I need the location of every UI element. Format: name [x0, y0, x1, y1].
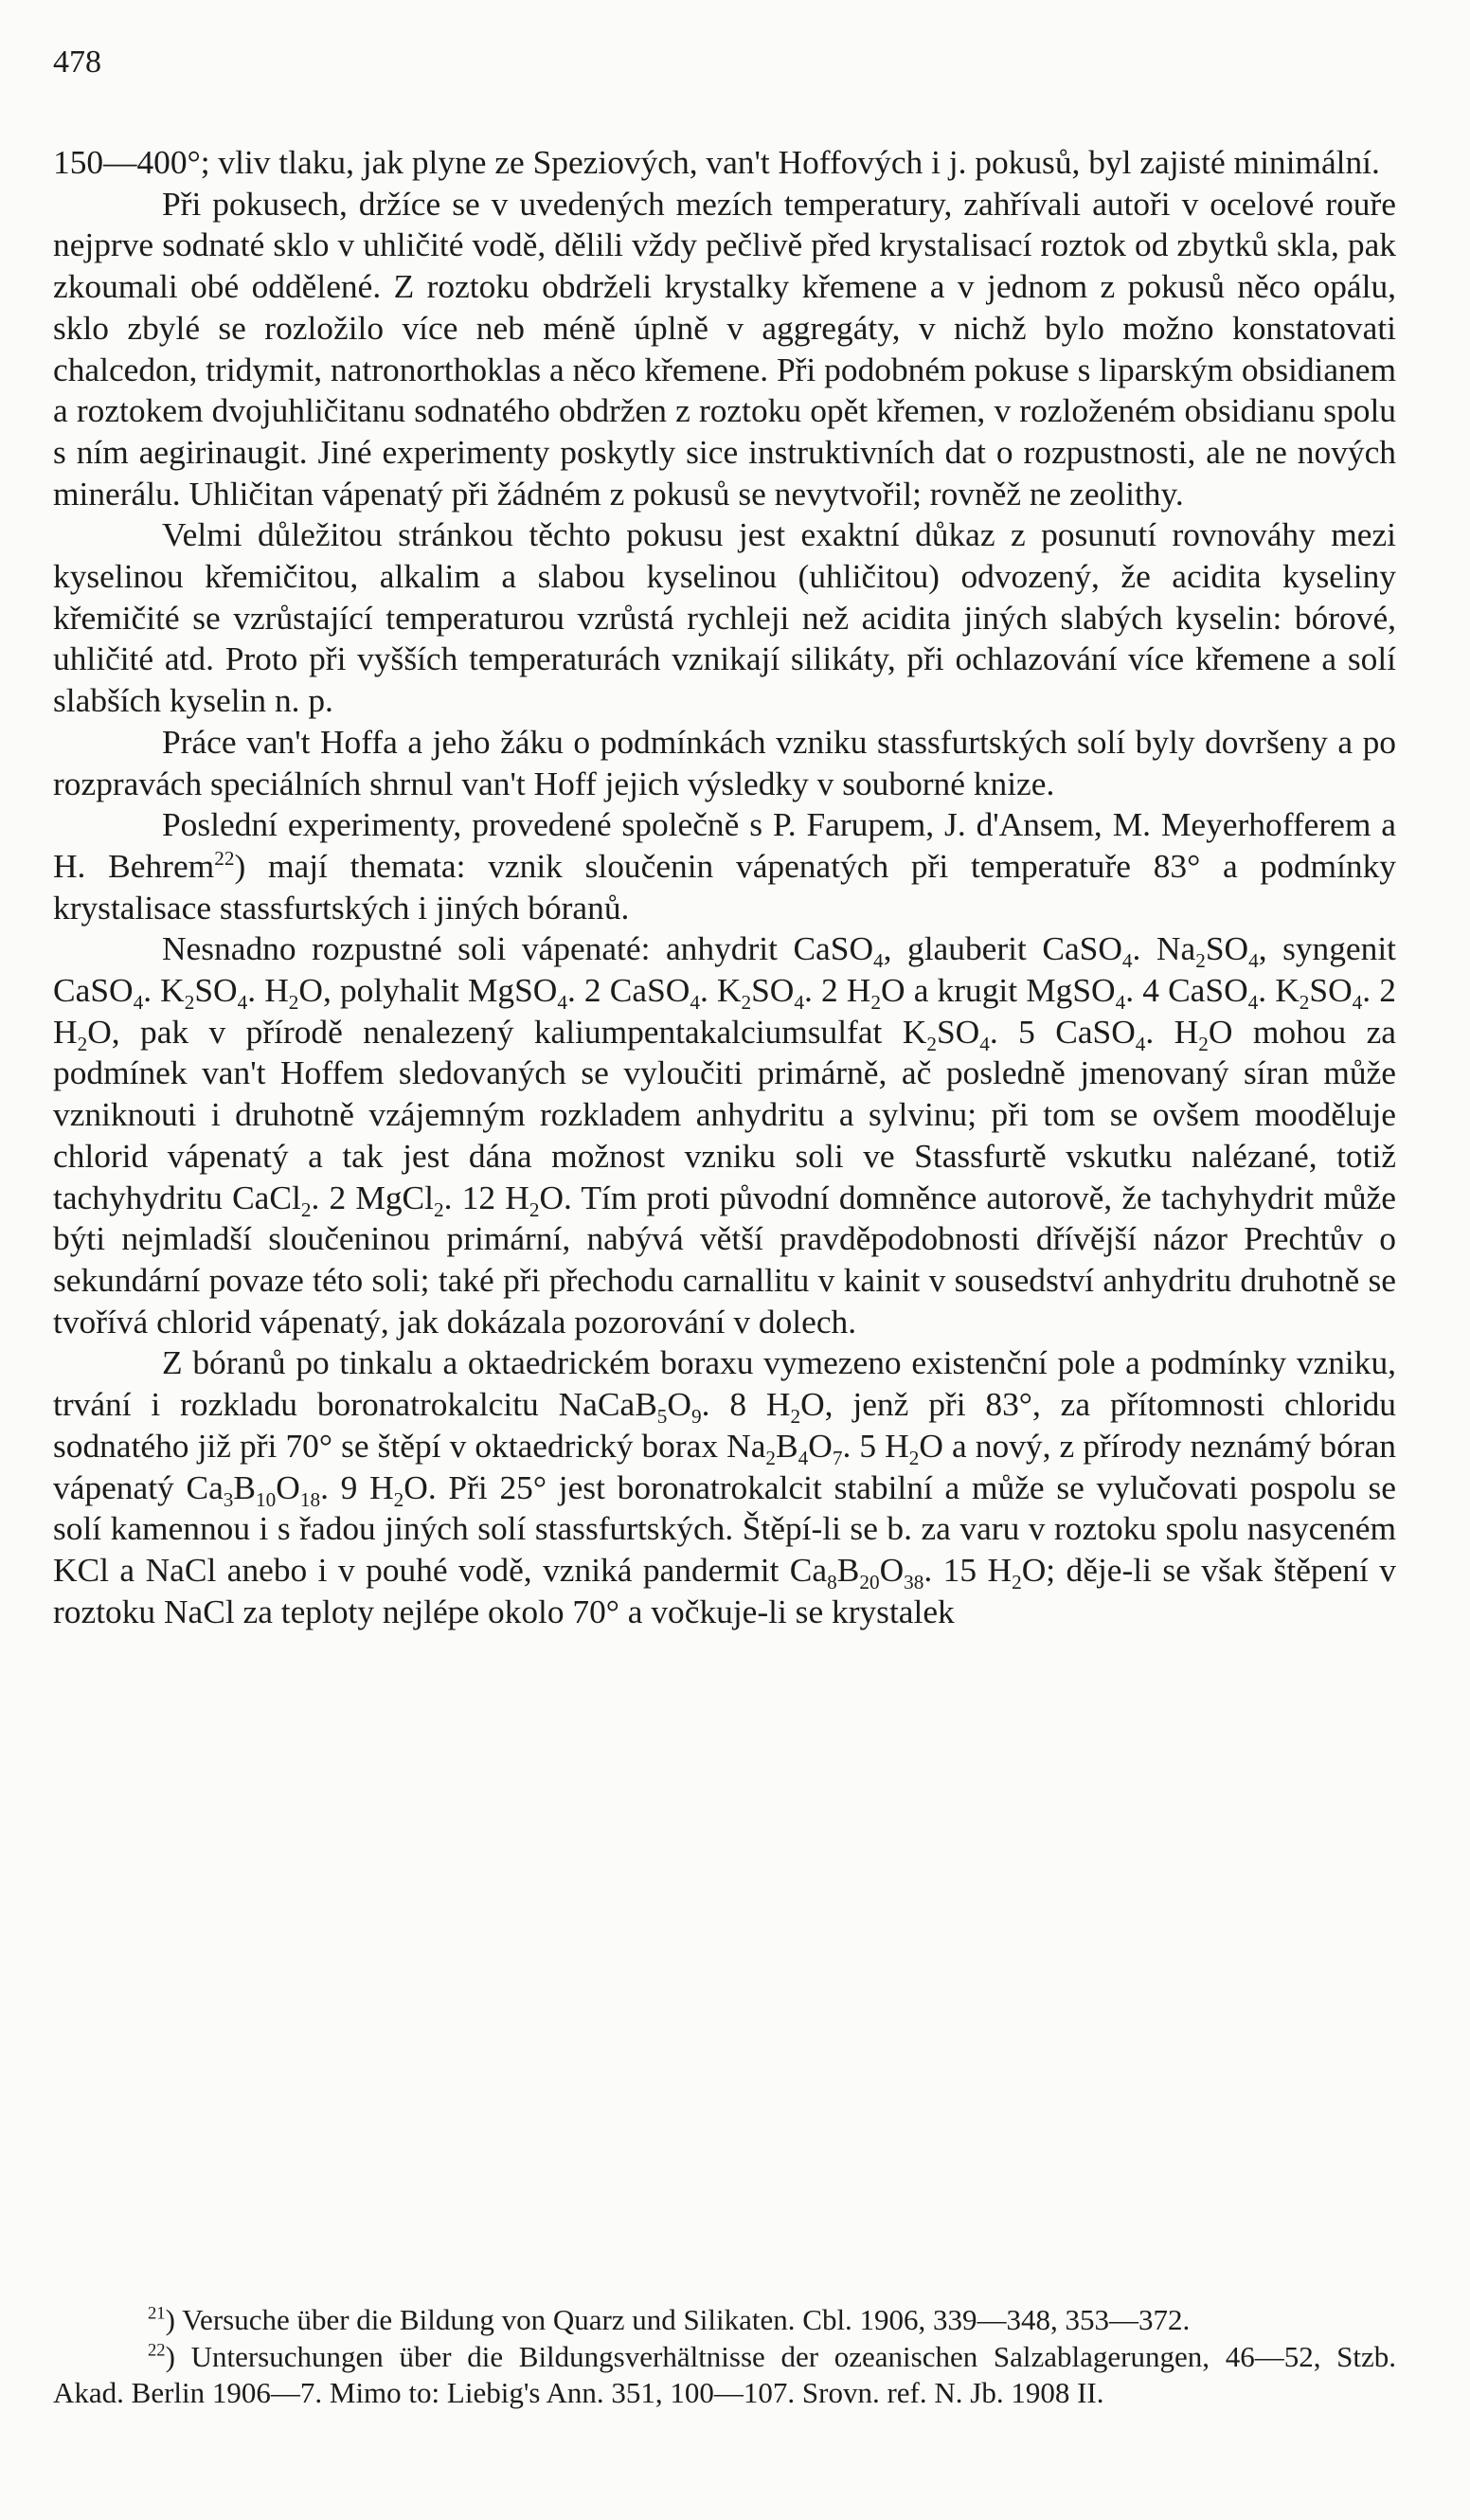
- text-run: Z bóranů po tinkalu a oktaedrickém boraxu vymezeno existenční pole a podmínky vzniku, trvání i rozkladu boronatrokalcitu NaCaB: [53, 1343, 1396, 1424]
- paragraph-5-text-b: ) mají themata: vznik sloučenin vápenatých při temperatuře 83° a podmínky krystalisace stassfurtských i jiných bóranů.: [53, 846, 1396, 927]
- subscript: 2: [1198, 1032, 1209, 1055]
- subscript: 4: [237, 991, 248, 1015]
- text-run: B: [776, 1426, 798, 1465]
- subscript: 20: [859, 1570, 880, 1593]
- subscript: 2: [300, 1197, 312, 1221]
- text-run: . 8 H: [701, 1385, 791, 1424]
- text-run: , glauberit CaSO: [883, 929, 1122, 968]
- text-run: . K: [699, 971, 742, 1010]
- text-run: . 5 H: [842, 1426, 909, 1465]
- text-run: SO: [1309, 971, 1353, 1010]
- subscript: 18: [299, 1487, 321, 1511]
- text-run: . 2 CaSO: [566, 971, 690, 1010]
- text-run: . 2 MgCl: [311, 1178, 434, 1216]
- text-run: O. Tím proti původní domněnce autorově, že tachyhydrit může býti nejmladší sloučeninou primární, nabývá větší pravděpodobnosti dřívější názor Prechtův o sekundární povaze této soli; také při přechodu carnallitu v kainit v sousedství anhydritu druhotně se tvořívá chlorid vápenatý, jak dokázala pozorování v dolech.: [53, 1178, 1396, 1341]
- subscript: 2: [765, 1446, 777, 1469]
- text-run: . 2 H: [53, 971, 1396, 1051]
- footnote-21: [53, 2302, 1396, 2339]
- subscript: 2: [741, 991, 752, 1015]
- paragraph-5-text-a: Poslední experimenty, provedené společně s P. Farupem, J. d'Ansem, M. Meyerhofferem a H. Behrem: [53, 805, 1396, 885]
- subscript: 7: [832, 1446, 843, 1469]
- footnote-text: ) Versuche über die Bildung von Quarz und Silikaten. Cbl. 1906, 339—348, 353—372.: [165, 2303, 1191, 2336]
- text-run: SO: [1205, 929, 1249, 968]
- subscript: 9: [690, 1405, 702, 1429]
- subscript: 4: [1352, 991, 1363, 1015]
- text-run: . K: [143, 971, 185, 1010]
- text-run: B: [233, 1467, 257, 1506]
- text-run: . Na: [1132, 929, 1196, 968]
- subscript: 2: [393, 1487, 404, 1511]
- text-run: O, polyhalit MgSO: [298, 971, 558, 1010]
- subscript: 2: [870, 991, 881, 1015]
- subscript: 3: [223, 1487, 234, 1511]
- subscript: 4: [798, 1446, 809, 1469]
- subscript: 4: [690, 991, 700, 1015]
- subscript: 2: [288, 991, 299, 1015]
- text-run: O, pak v přírodě nenalezený kaliumpentakalciumsulfat K: [87, 1012, 927, 1051]
- footnote-22: [53, 2339, 1396, 2412]
- subscript: 2: [1299, 991, 1310, 1015]
- text-run: . 5 CaSO: [989, 1012, 1136, 1051]
- text-run: O. Při 25° jest boronatrokalcit stabilní a může se vylučovati pospolu se solí kamennou i s řadou jiných solí stassfurtských. Štěpí-li se b. za varu v roztoku spolu nasyceném KCl a NaCl anebo i v pouhé vodě, vzniká pandermit Ca: [53, 1467, 1397, 1589]
- text-run: O, jenž při 83°, za přítomnosti chloridu sodnatého již při 70° se štěpí v oktaedrický borax Na: [53, 1385, 1396, 1465]
- subscript: 4: [1247, 991, 1259, 1015]
- paragraph-7: [53, 1342, 1396, 1632]
- text-run: O: [276, 1467, 300, 1506]
- subscript: 2: [908, 1446, 920, 1469]
- text-run: O; děje-li se však štěpení v roztoku NaCl za teploty nejlépe okolo 70° a vočkuje-li se krystalek: [53, 1550, 1396, 1630]
- text-run: Nesnadno rozpustné soli vápenaté: anhydrit CaSO: [162, 929, 874, 968]
- paragraph-3: Velmi důležitou stránkou těchto pokusu jest exaktní důkaz z posunutí rovnováhy mezi kyselinou křemičitou, alkalim a slabou kyselinou (uhličitou) odvozený, že acidita kyseliny křemičité se vzrůstající temperaturou vzrůstá rychleji než acidita jiných slabých kyselin: bórové, uhličité atd. Proto při vyšších temperaturách vznikají silikáty, při ochlazování více křemene a solí slabších kyselin n. p.: [53, 515, 1396, 720]
- subscript: 4: [794, 991, 804, 1015]
- footnote-number: 22: [148, 2340, 166, 2361]
- paragraph-2: Při pokusech, držíce se v uvedených mezích temperatury, zahřívali autoři v ocelové rouře nejprve sodnaté sklo v uhličité vodě, dělili vždy pečlivě před krystalisací roztok od zbytků skla, pak zkoumali obé oddělené. Z roztoku obdrželi krystalky křemene a v jednom z pokusů něco opálu, sklo zbylé se rozložilo více neb méně úplně v aggregáty, v nichž bylo možno konstatovati chalcedon, tridymit, natronorthoklas a něco křemene. Při podobném pokuse s liparským obsidianem a roztokem dvojuhličitanu sodnatého obdržen z roztoku opět křemen, v rozloženém obsidianu spolu s ním aegirinaugit. Jiné experimenty poskytly sice instruktivních dat o rozpustnosti, ale ne nových minerálu. Uhličitan vápenatý při žádném z pokusů se nevytvořil; rovněž ne zeolithy.: [53, 184, 1396, 513]
- subscript: 2: [184, 991, 195, 1015]
- subscript: 2: [77, 1032, 88, 1055]
- body-text: [53, 142, 1396, 1632]
- footnotes: [53, 2302, 1396, 2412]
- subscript: 4: [133, 991, 144, 1015]
- subscript: 4: [1135, 1032, 1146, 1055]
- footnote-ref-22: 22: [214, 847, 235, 871]
- subscript: 2: [434, 1197, 444, 1221]
- text-run: O: [879, 1550, 905, 1589]
- subscript: 2: [1012, 1570, 1022, 1593]
- footnote-text: ) Untersuchungen über die Bildungsverhältnisse der ozeanischen Salzablagerungen, 46—52, Stzb. Akad. Berlin 1906—7. Mimo to: Liebig's Ann. 351, 100—107. Srovn. ref. N. Jb. 1908 II.: [53, 2339, 1396, 2409]
- text-run: . H: [1145, 1012, 1199, 1051]
- subscript: 38: [904, 1570, 924, 1593]
- text-run: . 9 H: [320, 1467, 394, 1506]
- footnote-number: 21: [148, 2303, 166, 2324]
- text-run: . 15 H: [923, 1550, 1013, 1589]
- text-run: O a krugit MgSO: [881, 971, 1116, 1010]
- text-run: O: [808, 1426, 833, 1465]
- page-number: 478: [53, 45, 101, 80]
- text-run: . H: [247, 971, 289, 1010]
- text-run: . K: [1258, 971, 1300, 1010]
- paragraph-4: Práce van't Hoffa a jeho žáku o podmínkách vzniku stassfurtských solí byly dovršeny a po rozpravách speciálních shrnul van't Hoff jejich výsledky v souborné knize.: [53, 722, 1396, 802]
- text-run: SO: [751, 971, 795, 1010]
- paragraph-1: 150—400°; vliv tlaku, jak plyne ze Speziových, van't Hoffových i j. pokusů, byl zajisté minimální.: [53, 143, 1380, 181]
- text-run: . 4 CaSO: [1125, 971, 1248, 1010]
- text-run: , syngenit CaSO: [53, 929, 1396, 1010]
- subscript: 4: [1115, 991, 1126, 1015]
- subscript: 4: [557, 991, 567, 1015]
- subscript: 4: [1121, 949, 1133, 973]
- text-run: O: [667, 1385, 691, 1424]
- subscript: 2: [926, 1032, 937, 1055]
- subscript: 2: [529, 1197, 540, 1221]
- text-run: O a nový, z přírody neznámý bóran vápenatý Ca: [53, 1426, 1396, 1506]
- subscript: 10: [256, 1487, 277, 1511]
- paragraph-6: [53, 928, 1396, 1342]
- subscript: 5: [656, 1405, 668, 1429]
- subscript: 2: [790, 1405, 801, 1429]
- text-run: O mohou za podmínek van't Hoffem sledovaných se vyloučiti primárně, ač posledně jmenovaný síran může vzniknouti i druhotně vzájemným rozkladem anhydritu a sylvinu; při tom se ovšem mooděluje chlorid vápenatý a tak jest dána možnost vzniku soli ve Stassfurtě vskutku nalézané, totiž tachyhydritu CaCl: [53, 1012, 1396, 1216]
- text-run: B: [836, 1550, 860, 1589]
- text-run: SO: [936, 1012, 980, 1051]
- subscript: 4: [873, 949, 884, 973]
- subscript: 4: [1248, 949, 1259, 973]
- text-run: SO: [194, 971, 238, 1010]
- subscript: 4: [979, 1032, 990, 1055]
- paragraph-5: [53, 804, 1396, 928]
- text-run: . 12 H: [443, 1178, 529, 1216]
- subscript: 8: [827, 1570, 837, 1593]
- text-run: . 2 H: [803, 971, 871, 1010]
- subscript: 2: [1195, 949, 1206, 973]
